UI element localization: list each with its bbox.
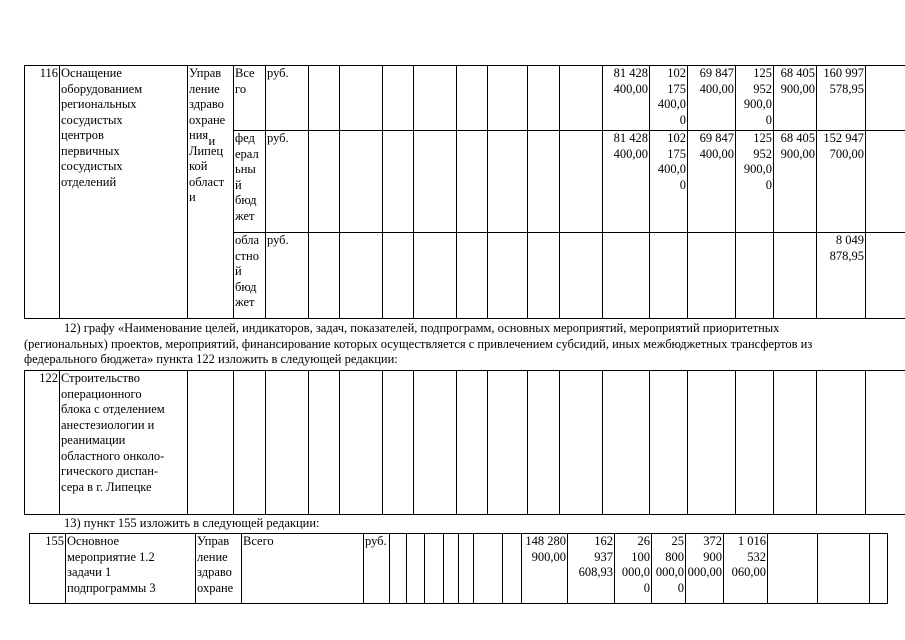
empty-cell xyxy=(444,534,459,604)
empty-cell xyxy=(560,66,603,131)
value-cell: 125 952 900,0 0 xyxy=(736,66,774,131)
funding-source: Всего xyxy=(242,534,364,604)
empty-cell xyxy=(866,131,905,233)
value-cell: 68 405 900,00 xyxy=(774,131,817,233)
empty-cell xyxy=(736,371,774,515)
empty-cell xyxy=(309,66,340,131)
empty-cell xyxy=(488,371,528,515)
empty-cell xyxy=(688,371,736,515)
funding-source: обла стно й бюд жет xyxy=(234,233,266,319)
empty-cell xyxy=(459,534,474,604)
table-row xyxy=(25,66,905,131)
responsible-executor: Управ ление здраво охране ния Липец кой област и xyxy=(188,66,234,319)
empty-cell xyxy=(414,66,457,131)
table-row xyxy=(30,534,888,604)
value-cell: 148 280 900,00 xyxy=(522,534,568,604)
value-cell: 26 100 000,0 0 xyxy=(615,534,652,604)
empty-cell xyxy=(650,371,688,515)
empty-cell xyxy=(383,233,414,319)
empty-cell xyxy=(383,66,414,131)
unit: руб. xyxy=(266,131,309,233)
empty-cell xyxy=(528,233,560,319)
value-cell: 8 049 878,95 xyxy=(817,233,866,319)
row-number: 116 xyxy=(25,66,60,319)
value-cell: 152 947 700,00 xyxy=(817,131,866,233)
value-cell xyxy=(774,233,817,319)
empty-cell xyxy=(309,131,340,233)
empty-cell xyxy=(603,371,650,515)
empty-cell xyxy=(774,371,817,515)
value-cell: 81 428 400,00 xyxy=(603,66,650,131)
empty-cell xyxy=(488,233,528,319)
empty-cell xyxy=(457,66,488,131)
table-item-122 xyxy=(24,370,905,515)
empty-cell xyxy=(425,534,444,604)
empty-cell xyxy=(474,534,503,604)
value-cell: 1 016 532 060,00 xyxy=(724,534,768,604)
empty-cell xyxy=(488,131,528,233)
responsible-executor: Управ ление здраво охране xyxy=(196,534,242,604)
empty-cell xyxy=(188,371,234,515)
row-number: 122 xyxy=(25,371,60,515)
empty-cell xyxy=(817,371,866,515)
empty-cell xyxy=(818,534,870,604)
value-cell: 162 937 608,93 xyxy=(568,534,615,604)
empty-cell xyxy=(866,66,905,131)
empty-cell xyxy=(488,66,528,131)
table-item-155 xyxy=(29,533,888,604)
value-cell xyxy=(650,233,688,319)
value-cell xyxy=(688,233,736,319)
value-cell: 102 175 400,0 0 xyxy=(650,131,688,233)
unit: руб. xyxy=(266,233,309,319)
empty-cell xyxy=(309,371,340,515)
empty-cell xyxy=(340,371,383,515)
value-cell: 69 847 400,00 xyxy=(688,66,736,131)
empty-cell xyxy=(414,131,457,233)
empty-cell xyxy=(560,233,603,319)
empty-cell xyxy=(340,66,383,131)
table-row xyxy=(25,371,905,515)
value-cell xyxy=(603,233,650,319)
empty-cell xyxy=(457,131,488,233)
empty-cell xyxy=(866,371,905,515)
empty-cell xyxy=(340,131,383,233)
empty-cell xyxy=(383,371,414,515)
value-cell: 69 847 400,00 xyxy=(688,131,736,233)
value-cell: 125 952 900,0 0 xyxy=(736,131,774,233)
empty-cell xyxy=(414,233,457,319)
empty-cell xyxy=(528,371,560,515)
empty-cell xyxy=(866,233,905,319)
unit: руб. xyxy=(364,534,390,604)
unit: руб. xyxy=(266,66,309,131)
empty-cell xyxy=(768,534,818,604)
measure-name: Оснащение оборудованием региональных сосудистых центров первичных сосудистых отделений xyxy=(61,66,143,189)
empty-cell xyxy=(528,66,560,131)
funding-source: Все го xyxy=(234,66,266,131)
empty-cell xyxy=(390,534,407,604)
table-item-116 xyxy=(24,65,905,319)
empty-cell xyxy=(503,534,522,604)
empty-cell xyxy=(414,371,457,515)
value-cell: 102 175 400,0 0 xyxy=(650,66,688,131)
value-cell: 25 800 000,0 0 xyxy=(652,534,686,604)
value-cell: 81 428 400,00 xyxy=(603,131,650,233)
amendment-paragraph-12: 12) графу «Наименование целей, индикаторов, задач, показателей, подпрограмм, основных мероприятий, мероприятий приоритетных (региональных) проектов, мероприятий, финансирование которых осуществляется с привлечением субсидий, иных межбюджетных трансфертов из федерального бюджета» пункта 122 изложить в следующей редакции: xyxy=(24,321,813,366)
empty-cell xyxy=(340,233,383,319)
empty-cell xyxy=(560,371,603,515)
empty-cell xyxy=(407,534,425,604)
empty-cell xyxy=(528,131,560,233)
row-number: 155 xyxy=(30,534,66,604)
value-cell: 372 900 000,00 xyxy=(686,534,724,604)
empty-cell xyxy=(870,534,888,604)
empty-cell xyxy=(234,371,266,515)
empty-cell xyxy=(383,131,414,233)
empty-cell xyxy=(266,371,309,515)
empty-cell xyxy=(457,233,488,319)
value-cell: 160 997 578,95 xyxy=(817,66,866,131)
empty-cell xyxy=(309,233,340,319)
empty-cell xyxy=(560,131,603,233)
amendment-paragraph-13: 13) пункт 155 изложить в следующей редакции: xyxy=(64,516,320,530)
value-cell: 68 405 900,00 xyxy=(774,66,817,131)
value-cell xyxy=(736,233,774,319)
measure-name-cell: Оснащение оборудованием региональных сосудистых центров первичных сосудистых отделений и xyxy=(60,66,188,319)
empty-cell xyxy=(457,371,488,515)
measure-name: Строительство операционного блока с отделением анестезиологии и реанимации областного онколо- гического диспан- сера в г. Липецке xyxy=(60,371,188,515)
funding-source: фед ерал ьны й бюд жет xyxy=(234,131,266,233)
measure-name: Основное мероприятие 1.2 задачи 1 подпрограммы 3 xyxy=(66,534,196,604)
